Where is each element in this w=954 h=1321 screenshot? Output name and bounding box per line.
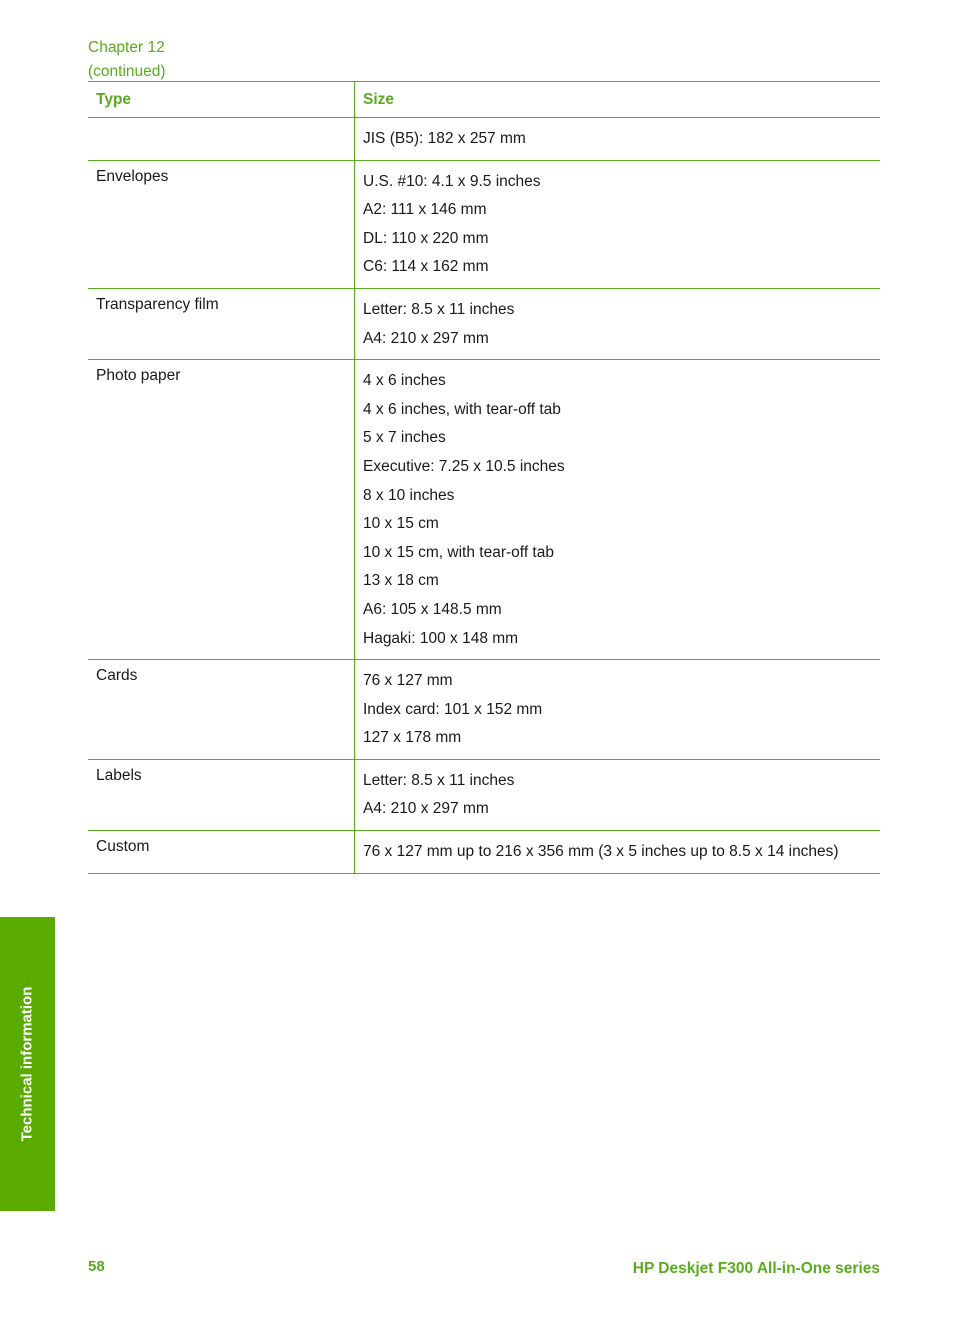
size-value: 13 x 18 cm: [363, 572, 439, 590]
size-value: 10 x 15 cm: [363, 515, 439, 533]
size-cell: [355, 118, 881, 161]
size-value: 8 x 10 inches: [363, 486, 455, 504]
table-row: [88, 118, 880, 161]
footer-title: HP Deskjet F300 All-in-One series: [632, 1260, 880, 1277]
size-value: 4 x 6 inches, with tear-off tab: [363, 400, 561, 418]
table-header-row: [88, 82, 880, 118]
size-value: DL: 110 x 220 mm: [363, 229, 489, 247]
size-cell: [355, 759, 881, 830]
type-cell: Labels: [88, 759, 355, 830]
size-value: A4: 210 x 297 mm: [363, 329, 489, 347]
table-row: [88, 660, 880, 760]
type-cell: [88, 118, 355, 161]
type-cell: Photo paper: [88, 360, 355, 660]
table-row: [88, 288, 880, 359]
size-cell: [355, 360, 881, 660]
size-value: A6: 105 x 148.5 mm: [363, 600, 502, 618]
size-cell: [355, 160, 881, 288]
size-cell: [355, 660, 881, 760]
column-header-size: Size: [355, 82, 881, 118]
size-value: 127 x 178 mm: [363, 729, 462, 747]
section-side-tab: [0, 917, 55, 1211]
size-value: Letter: 8.5 x 11 inches: [363, 300, 515, 318]
type-cell: Transparency film: [88, 288, 355, 359]
size-value: C6: 114 x 162 mm: [363, 258, 489, 276]
side-tab-label: Technical information: [18, 986, 36, 1142]
type-cell: Envelopes: [88, 160, 355, 288]
type-cell: Custom: [88, 831, 355, 874]
size-cell: [355, 831, 881, 874]
size-value: U.S. #10: 4.1 x 9.5 inches: [363, 172, 541, 190]
chapter-title: Chapter 12: [88, 39, 165, 56]
column-header-type: Type: [88, 82, 355, 118]
table-row: [88, 360, 880, 660]
size-value: 76 x 127 mm up to 216 x 356 mm (3 x 5 inches up to 8.5 x 14 inches): [363, 843, 839, 861]
type-cell: Cards: [88, 660, 355, 760]
size-value: Letter: 8.5 x 11 inches: [363, 771, 515, 789]
chapter-header: [88, 36, 166, 84]
size-value: 76 x 127 mm: [363, 672, 453, 690]
table-row: [88, 831, 880, 874]
size-value: Index card: 101 x 152 mm: [363, 700, 543, 718]
size-value: Executive: 7.25 x 10.5 inches: [363, 457, 565, 475]
continued-label: (continued): [88, 63, 166, 80]
size-value: 10 x 15 cm, with tear-off tab: [363, 543, 554, 561]
size-value: A4: 210 x 297 mm: [363, 800, 489, 818]
table-row: [88, 759, 880, 830]
size-value: JIS (B5): 182 x 257 mm: [363, 130, 526, 147]
page-number: 58: [88, 1258, 105, 1275]
size-value: 5 x 7 inches: [363, 429, 446, 447]
paper-size-table: [88, 81, 880, 874]
size-value: 4 x 6 inches: [363, 372, 446, 390]
size-cell: [355, 288, 881, 359]
size-value: Hagaki: 100 x 148 mm: [363, 629, 519, 647]
size-value: A2: 111 x 146 mm: [363, 201, 487, 219]
table-row: [88, 160, 880, 288]
